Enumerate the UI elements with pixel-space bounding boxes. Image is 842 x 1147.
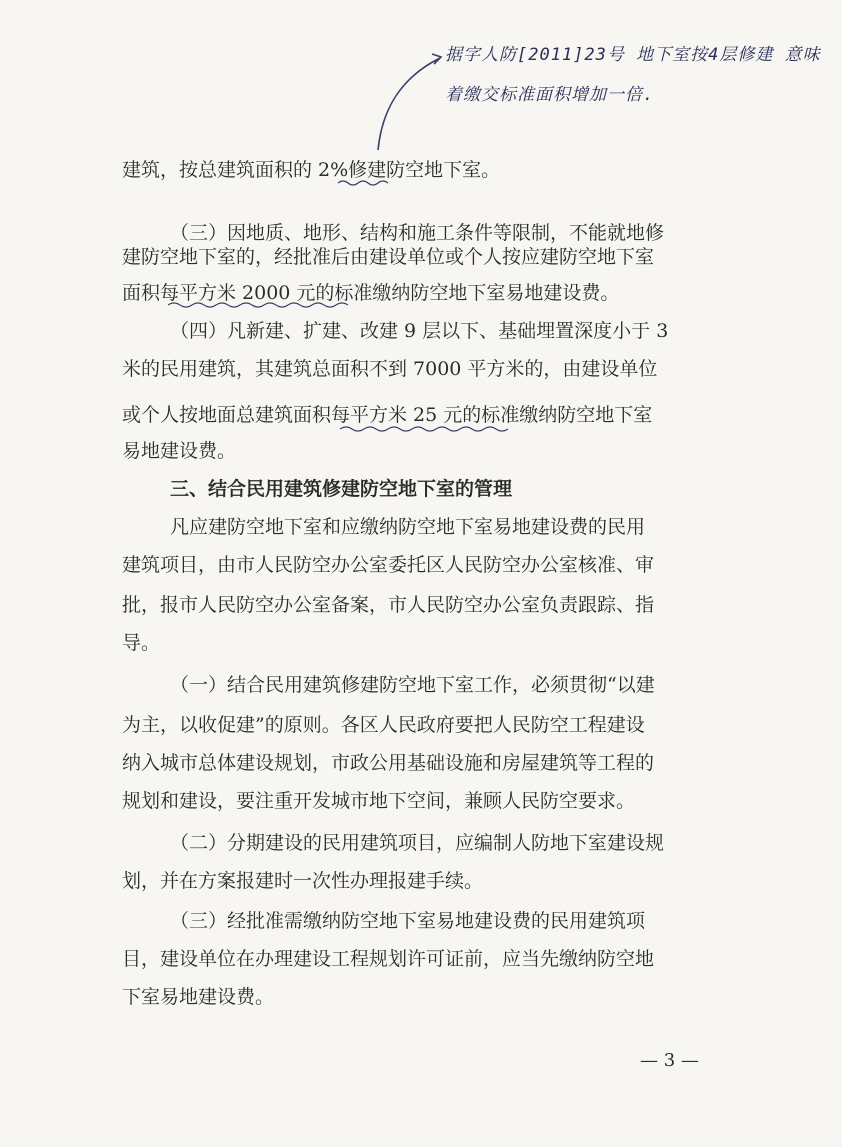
text-line: （三）因地质、地形、结构和施工条件等限制，不能就地修 [170,222,665,244]
text-line: 划，并在方案报建时一次性办理报建手续。 [122,870,484,892]
text-line: 米的民用建筑，其建筑总面积不到 7000 平方米的，由建设单位 [122,358,658,380]
text-line: 为主，以收促建”的原则。各区人民政府要把人民防空工程建设 [122,714,645,736]
text-line: 凡应建防空地下室和应缴纳防空地下室易地建设费的民用 [170,516,646,538]
text-line: （三）经批准需缴纳防空地下室易地建设费的民用建筑项 [170,910,646,932]
text-line: 批，报市人民防空办公室备案，市人民防空办公室负责跟踪、指 [122,594,655,616]
text-line: 易地建设费。 [122,440,237,462]
text-line: 目，建设单位在办理建设工程规划许可证前，应当先缴纳防空地 [122,948,655,970]
text-line: 导。 [122,632,161,654]
text-line: （二）分期建设的民用建筑项目，应编制人防地下室建设规 [170,832,665,854]
text-line: 或个人按地面总建筑面积每平方米 25 元的标准缴纳防空地下室 [122,404,653,426]
text-line: 规划和建设，要注重开发城市地下空间，兼顾人民防空要求。 [122,790,636,812]
text-line: （一）结合民用建筑修建防空地下室工作，必须贯彻“以建 [170,674,655,696]
page-number: — 3 — [640,1050,699,1071]
annotation-arrow [378,58,440,150]
text-line: 建筑项目，由市人民防空办公室委托区人民防空办公室核准、审 [122,554,655,576]
text-line: 面积每平方米 2000 元的标准缴纳防空地下室易地建设费。 [122,282,620,304]
handwritten-annotation-line-1: 据字人防[2011]23号 地下室按4层修建 意味 [445,45,821,65]
text-line: 建筑，按总建筑面积的 2%修建防空地下室。 [122,159,501,181]
text-line: （四）凡新建、扩建、改建 9 层以下、基础埋置深度小于 3 [170,320,669,342]
text-line: 建防空地下室的，经批准后由建设单位或个人按应建防空地下室 [122,246,655,268]
text-line: 纳入城市总体建设规划，市政公用基础设施和房屋建筑等工程的 [122,752,655,774]
text-line: 下室易地建设费。 [122,986,275,1008]
handwritten-annotation-line-2: 着缴交标准面积增加一倍. [445,85,655,105]
section-heading: 三、结合民用建筑修建防空地下室的管理 [170,478,513,500]
